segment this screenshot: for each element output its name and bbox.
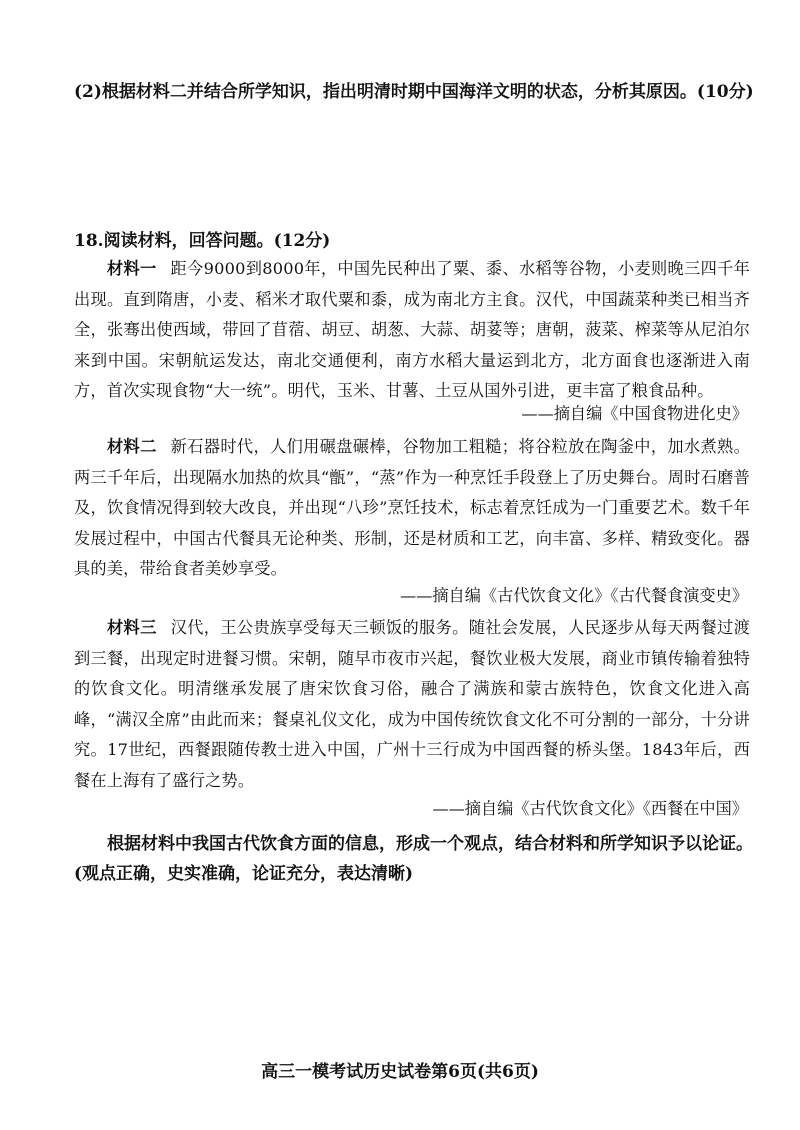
material-2-label: 材料二 (107, 437, 157, 456)
question-2-prompt: (2)根据材料二并结合所学知识，指出明清时期中国海洋文明的状态，分析其原因。(10分) (74, 82, 754, 102)
material-3-label: 材料三 (107, 618, 157, 637)
material-1-source: ——摘自编《中国食物进化史》 (521, 404, 748, 423)
material-3-source: ——摘自编《古代饮食文化》《西餐在中国》 (432, 799, 748, 818)
material-1-label: 材料一 (107, 259, 157, 278)
task-instruction: 根据材料中我国古代饮食方面的信息，形成一个观点，结合材料和所学知识予以论证。 (107, 834, 753, 854)
material-3 (74, 613, 750, 796)
material-2-text: 新石器时代，人们用碾盘碾棒，谷物加工粗糙；将谷粒放在陶釜中，加水煮熟。两三千年后，出现隔水加热的炊具“甑”，“蒸”作为一种烹饪手段登上了历史舞台。周时石磨普及，饮食情况得到较大改良，并出现“八珍”烹饪技术，标志着烹饪成为一门重要艺术。数千年发展过程中，中国古代餐具无论种类、形制，还是材质和工艺，向丰富、多样、精致变化。器具的美，带给食者美妙享受。 (74, 437, 750, 578)
material-1 (74, 254, 750, 407)
question-18-task (74, 829, 754, 889)
question-18-heading: 18.阅读材料，回答问题。(12分) (74, 231, 331, 251)
task-requirements: (观点正确，史实准确，论证充分，表达清晰) (74, 864, 414, 884)
material-3-text: 汉代，王公贵族享受每天三顿饭的服务。随社会发展，人民逐步从每天两餐过渡到三餐，出现定时进餐习惯。宋朝，随早市夜市兴起，餐饮业极大发展，商业市镇传输着独特的饮食文化。明清继承发展了唐宋饮食习俗，融合了满族和蒙古族特色，饮食文化进入高峰，“满汉全席”由此而来；餐桌礼仪文化，成为中国传统饮食文化不可分割的一部分，十分讲究。17世纪，西餐跟随传教士进入中国，广州十三行成为中国西餐的桥头堡。1843年后，西餐在上海有了盛行之势。 (74, 618, 750, 790)
material-2 (74, 432, 750, 585)
material-2-source: ——摘自编《古代饮食文化》《古代餐食演变史》 (399, 586, 748, 605)
page-footer: 高三一模考试历史试卷第6页(共6页) (261, 1062, 539, 1082)
material-1-text: 距今9000到8000年，中国先民种出了粟、黍、水稻等谷物，小麦则晚三四千年出现。直到隋唐，小麦、稻米才取代粟和黍，成为南北方主食。汉代，中国蔬菜种类已相当齐全，张骞出使西域，带回了苜蓿、胡豆、胡葱、大蒜、胡荽等；唐朝，菠菜、榨菜等从尼泊尔来到中国。宋朝航运发达，南北交通便利，南方水稻大量运到北方，北方面食也逐渐进入南方，首次实现食物“大一统”。明代，玉米、甘薯、土豆从国外引进，更丰富了粮食品种。 (74, 259, 750, 400)
